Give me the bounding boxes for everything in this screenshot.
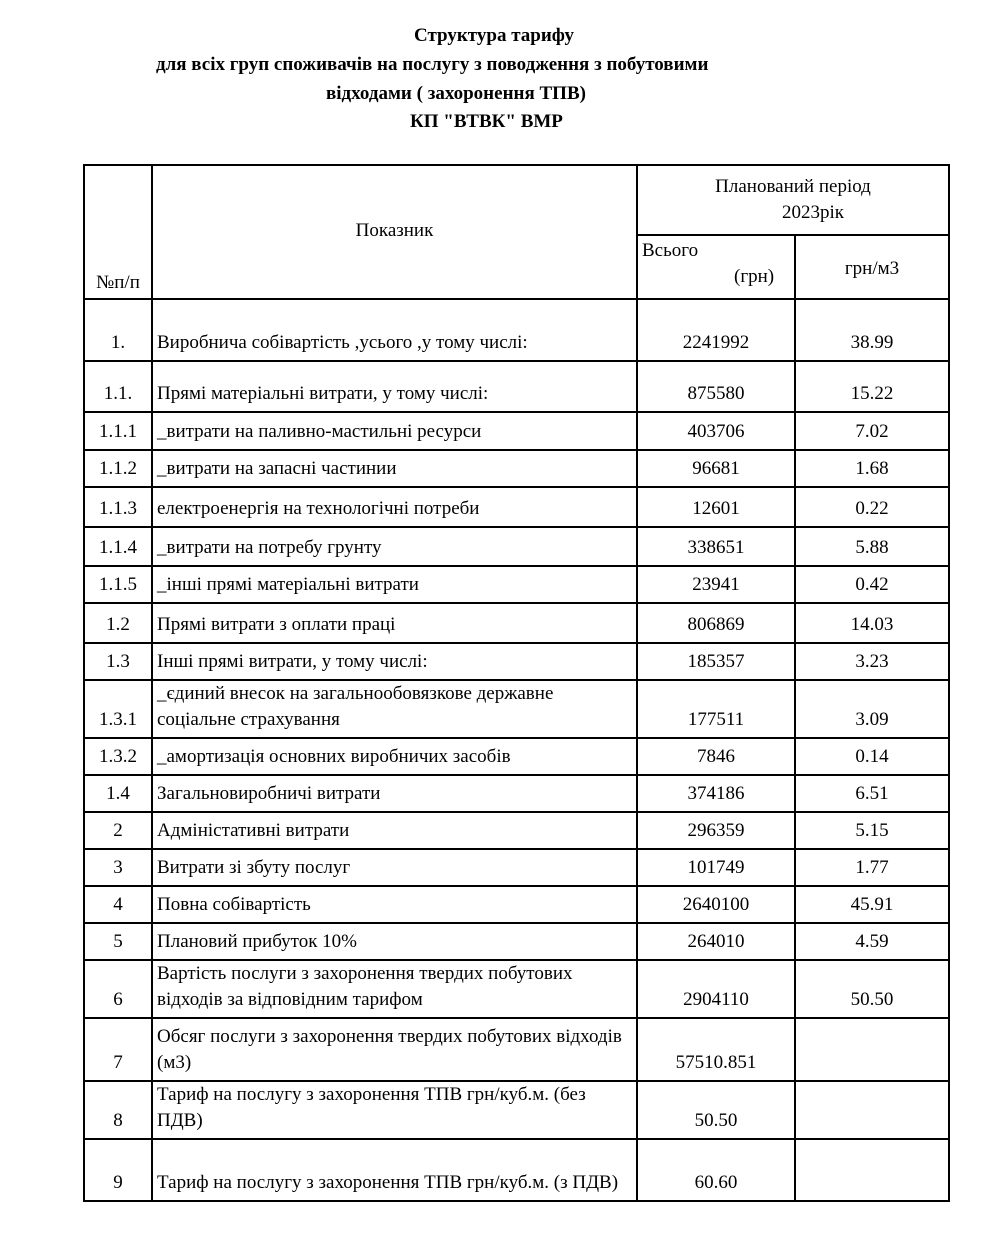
row-indicator: _витрати на паливно-мастильні ресурси — [152, 412, 637, 450]
doc-subtitle-line2: відходами ( захоронення ТПВ) — [326, 83, 586, 104]
col-num-label: №п/п — [96, 272, 140, 293]
row-total: 338651 — [637, 527, 795, 566]
row-total: 296359 — [637, 812, 795, 849]
row-number: 6 — [84, 960, 152, 1018]
table-row — [84, 566, 949, 603]
row-number: 1.1.1 — [84, 412, 152, 450]
table-row — [84, 738, 949, 775]
row-per-m3 — [795, 1081, 949, 1139]
row-total: 23941 — [637, 566, 795, 603]
total-label: Всього — [642, 240, 699, 261]
row-per-m3 — [795, 1018, 949, 1081]
row-per-m3: 3.09 — [795, 680, 949, 738]
row-indicator: _єдиний внесок на загальнообовязкове державне соціальне страхування — [152, 680, 637, 738]
row-number: 1.1.3 — [84, 487, 152, 527]
row-per-m3: 0.22 — [795, 487, 949, 527]
row-number: 1.1.4 — [84, 527, 152, 566]
period-year: 2023рік — [781, 202, 844, 223]
table-row — [84, 1018, 949, 1081]
col-indicator-header — [152, 165, 637, 299]
row-indicator: Плановий прибуток 10% — [152, 923, 637, 960]
row-total: 96681 — [637, 450, 795, 487]
row-total: 12601 — [637, 487, 795, 527]
table-row — [84, 643, 949, 680]
row-total: 177511 — [637, 680, 795, 738]
table-row — [84, 361, 949, 412]
row-per-m3: 0.42 — [795, 566, 949, 603]
row-total: 57510.851 — [637, 1018, 795, 1081]
row-total: 2904110 — [637, 960, 795, 1018]
row-indicator: _інші прямі матеріальні витрати — [152, 566, 637, 603]
col-per-m3-header — [795, 235, 949, 299]
row-number: 1.1. — [84, 361, 152, 412]
row-total: 2241992 — [637, 299, 795, 361]
row-total: 806869 — [637, 603, 795, 643]
row-number: 4 — [84, 886, 152, 923]
row-total: 50.50 — [637, 1081, 795, 1139]
row-indicator: Прямі матеріальні витрати, у тому числі: — [152, 361, 637, 412]
row-indicator: Тариф на послугу з захоронення ТПВ грн/куб.м. (з ПДВ) — [152, 1139, 637, 1201]
col-period-header — [637, 165, 949, 235]
table-row — [84, 812, 949, 849]
col-num-header — [84, 165, 152, 299]
row-indicator: Виробнича собівартість ,усього ,у тому числі: — [152, 299, 637, 361]
row-number: 3 — [84, 849, 152, 886]
row-total: 2640100 — [637, 886, 795, 923]
row-number: 7 — [84, 1018, 152, 1081]
row-per-m3: 50.50 — [795, 960, 949, 1018]
row-per-m3: 1.68 — [795, 450, 949, 487]
row-number: 1. — [84, 299, 152, 361]
row-per-m3: 14.03 — [795, 603, 949, 643]
row-total: 374186 — [637, 775, 795, 812]
row-per-m3: 7.02 — [795, 412, 949, 450]
table-row — [84, 886, 949, 923]
table-row — [84, 923, 949, 960]
row-per-m3 — [795, 1139, 949, 1201]
row-indicator: Обсяг послуги з захоронення твердих побутових відходів (м3) — [152, 1018, 637, 1081]
row-per-m3: 3.23 — [795, 643, 949, 680]
per-m3-label: грн/м3 — [844, 258, 900, 279]
row-indicator: Інші прямі витрати, у тому числі: — [152, 643, 637, 680]
total-unit: (грн) — [734, 266, 775, 287]
doc-title: Структура тарифу — [414, 25, 574, 46]
row-total: 60.60 — [637, 1139, 795, 1201]
row-per-m3: 1.77 — [795, 849, 949, 886]
row-indicator: електроенергія на технологічні потреби — [152, 487, 637, 527]
row-per-m3: 5.88 — [795, 527, 949, 566]
row-per-m3: 4.59 — [795, 923, 949, 960]
row-per-m3: 6.51 — [795, 775, 949, 812]
table-row — [84, 1081, 949, 1139]
table-row — [84, 299, 949, 361]
row-indicator: Вартість послуги з захоронення твердих побутових відходів за відповідним тарифом — [152, 960, 637, 1018]
row-per-m3: 15.22 — [795, 361, 949, 412]
row-indicator: _амортизація основних виробничих засобів — [152, 738, 637, 775]
row-indicator: Повна собівартість — [152, 886, 637, 923]
row-total: 7846 — [637, 738, 795, 775]
table-row — [84, 849, 949, 886]
row-per-m3: 38.99 — [795, 299, 949, 361]
row-total: 185357 — [637, 643, 795, 680]
row-number: 5 — [84, 923, 152, 960]
table-row — [84, 412, 949, 450]
row-indicator: Прямі витрати з оплати праці — [152, 603, 637, 643]
row-number: 1.3.1 — [84, 680, 152, 738]
row-number: 1.1.5 — [84, 566, 152, 603]
row-indicator: Витрати зі збуту послуг — [152, 849, 637, 886]
table-row — [84, 1139, 949, 1201]
period-label: Планований період — [715, 176, 871, 197]
doc-subtitle-line1: для всіх груп споживачів на послугу з поводження з побутовими — [156, 54, 709, 75]
tariff-table — [83, 164, 950, 1202]
table-row — [84, 487, 949, 527]
row-number: 1.4 — [84, 775, 152, 812]
company-name: КП "ВТВК" ВМР — [410, 111, 563, 132]
header-row — [84, 165, 949, 235]
row-indicator: _витрати на запасні частинии — [152, 450, 637, 487]
row-total: 101749 — [637, 849, 795, 886]
table-row — [84, 775, 949, 812]
row-indicator: Тариф на послугу з захоронення ТПВ грн/куб.м. (без ПДВ) — [152, 1081, 637, 1139]
row-number: 2 — [84, 812, 152, 849]
table-row — [84, 960, 949, 1018]
table-row — [84, 527, 949, 566]
row-indicator: Адмініcтативні витрати — [152, 812, 637, 849]
row-number: 1.3 — [84, 643, 152, 680]
table-row — [84, 680, 949, 738]
col-indicator-label: Показник — [355, 220, 434, 241]
row-indicator: _витрати на потребу грунту — [152, 527, 637, 566]
row-total: 264010 — [637, 923, 795, 960]
row-per-m3: 5.15 — [795, 812, 949, 849]
row-total: 403706 — [637, 412, 795, 450]
col-total-header — [637, 235, 795, 299]
row-per-m3: 0.14 — [795, 738, 949, 775]
row-total: 875580 — [637, 361, 795, 412]
row-number: 1.3.2 — [84, 738, 152, 775]
table-row — [84, 450, 949, 487]
row-number: 8 — [84, 1081, 152, 1139]
row-number: 9 — [84, 1139, 152, 1201]
row-number: 1.2 — [84, 603, 152, 643]
row-per-m3: 45.91 — [795, 886, 949, 923]
row-number: 1.1.2 — [84, 450, 152, 487]
row-indicator: Загальновиробничі витрати — [152, 775, 637, 812]
table-row — [84, 603, 949, 643]
